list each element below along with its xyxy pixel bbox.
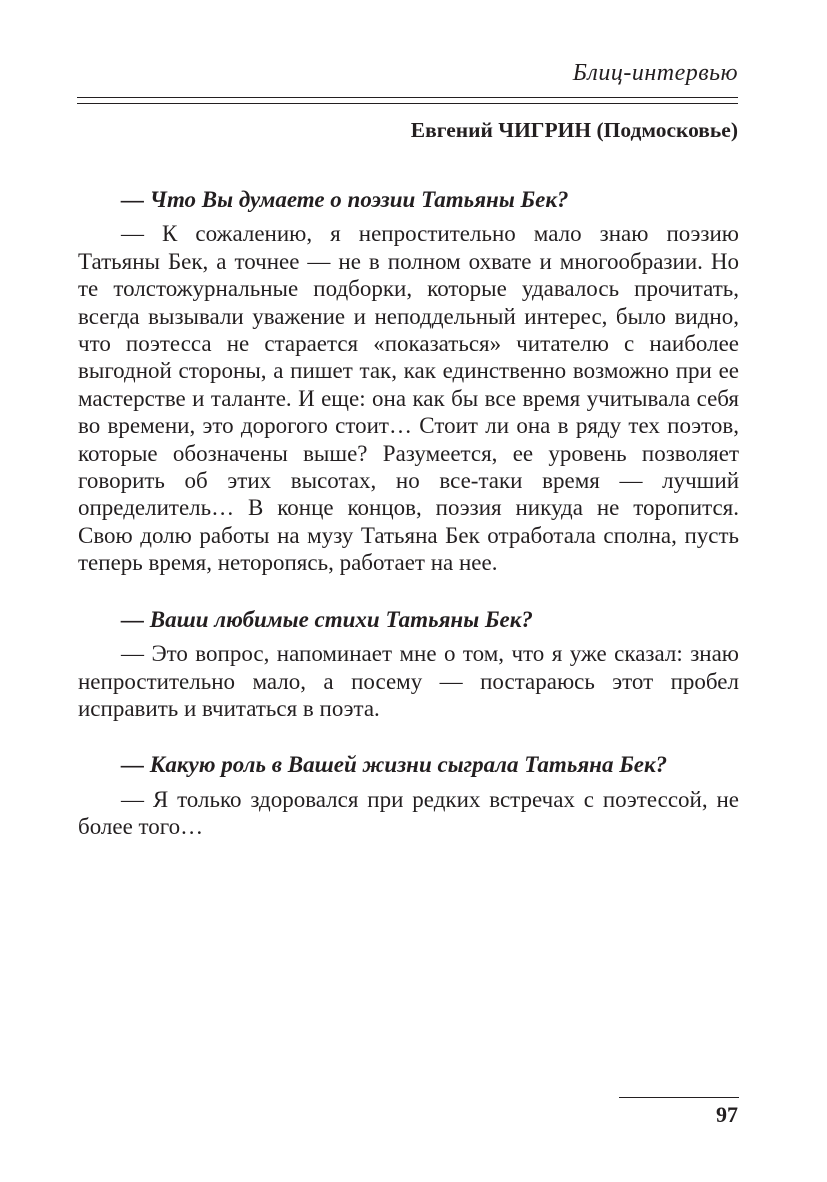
question-2: — Ваши любимые стихи Татьяны Бек? [121, 606, 533, 632]
question-3: — Какую роль в Вашей жизни сыграла Татьяна Бек? [121, 752, 668, 778]
page-number: 97 [716, 1102, 738, 1127]
header-rule-bottom [77, 103, 738, 104]
author-name: Евгений ЧИГРИН (Подмосковье) [410, 118, 738, 142]
section-title: Блиц-интервью [572, 60, 738, 86]
interview-body [78, 186, 739, 841]
header-rule-top [77, 97, 738, 98]
footer-rule [619, 1097, 739, 1098]
answer-2: — Это вопрос, напоминает мне о том, что я уже сказал: знаю непростительно мало, а посему — постараюсь этот пробел исправить и вчитаться в поэта. [78, 641, 739, 721]
answer-1: — К сожалению, я непростительно мало знаю поэзию Татьяны Бек, а точнее — не в полном охвате и многообразии. Но те толстожурнальные подборки, которые удавалось прочитать, всегда вызывали уважение и неподдельный интерес, было видно, что поэтесса не старается «показаться» читателю с наиболее выгодной стороны, а пишет так, как единственно возможно при ее мастерстве и таланте. И еще: она как бы все время учитывала себя во времени, это дорогого стоит… Стоит ли она в ряду тех поэтов, которые обозначены выше? Разумеется, ее уровень позволяет говорить об этих высотах, но все-таки время — лучший определитель… В конце концов, поэзия никуда не торопится. Свою долю работы на музу Татьяна Бек отработала сполна, пусть теперь время, неторопясь, работает на нее. [78, 221, 739, 576]
answer-3: — Я только здоровался при редких встречах с поэтессой, не более того… [78, 786, 739, 840]
question-1: — Что Вы думаете о поэзии Татьяны Бек? [121, 187, 569, 212]
